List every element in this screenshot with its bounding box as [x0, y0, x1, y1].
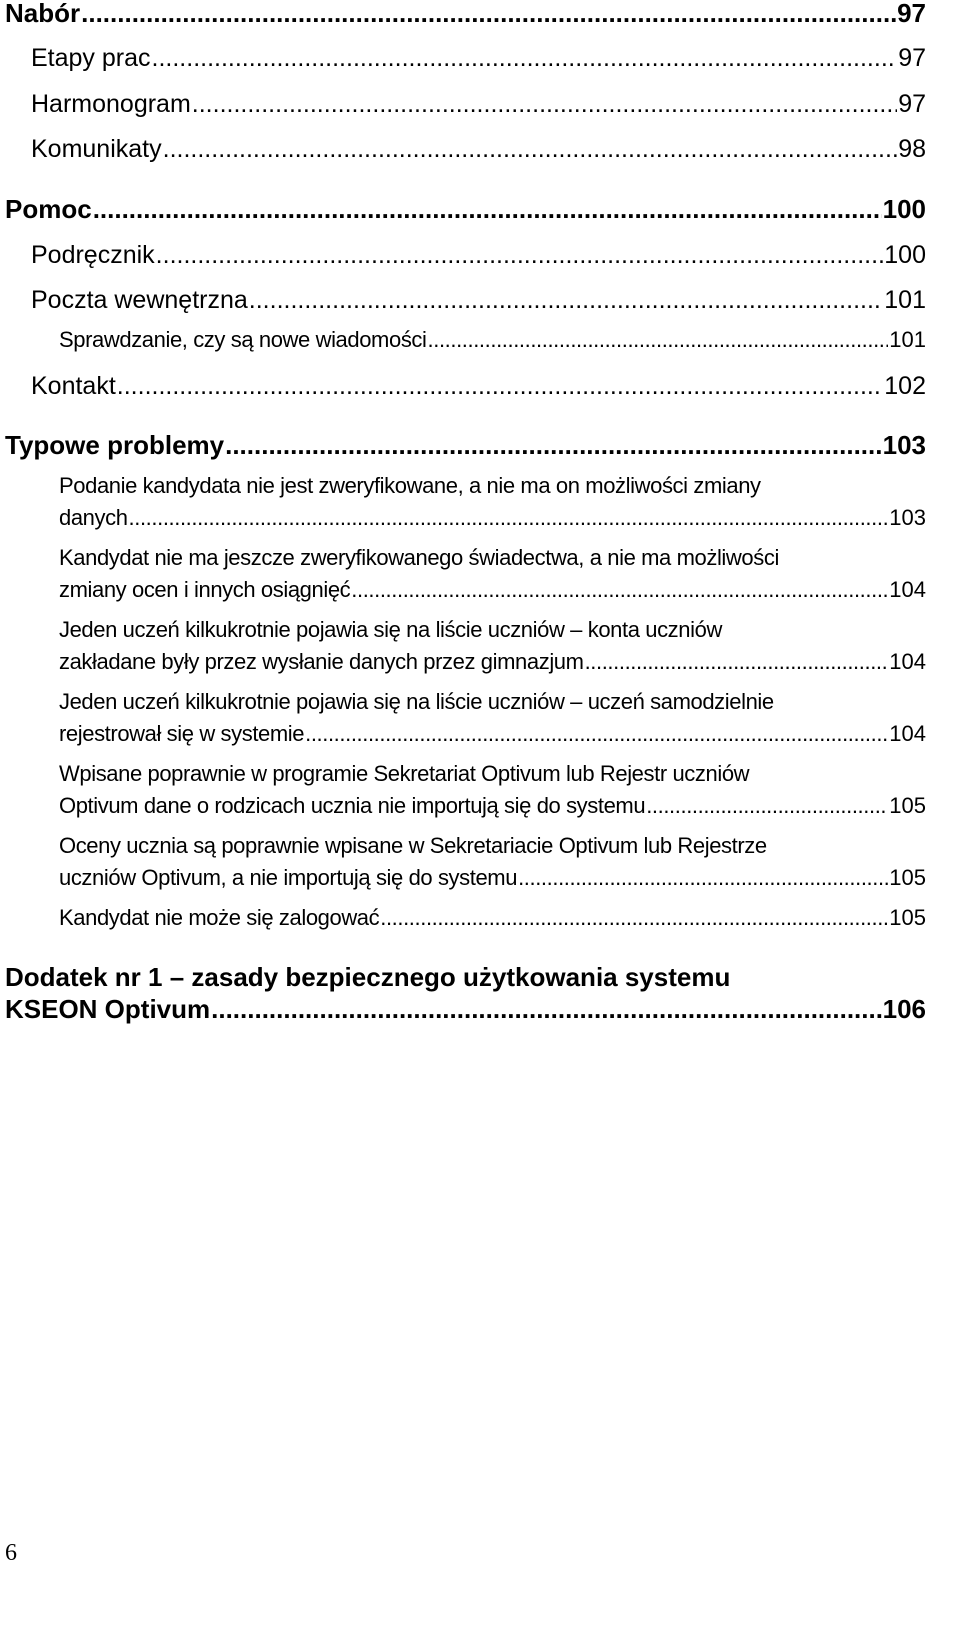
toc-entry-title-line2: Optivum dane o rodzicach ucznia nie importują się do systemu [59, 793, 646, 818]
toc-page-number: 101 [889, 327, 926, 352]
toc-entry-title-line1: Podanie kandydata nie jest zweryfikowane, a nie ma on możliwości zmiany [59, 473, 761, 498]
toc-entry-podanie-niezweryfikowane[interactable] [59, 470, 926, 534]
toc-page-number: 104 [889, 721, 926, 746]
toc-entry-nowe-wiadomosci[interactable] [59, 324, 926, 356]
toc-entry-title: Etapy prac [31, 44, 151, 72]
toc-page-number: 104 [889, 649, 926, 674]
toc-entry-dane-rodzicow[interactable] [59, 758, 926, 822]
toc-page-number: 102 [884, 372, 926, 400]
toc-page-number: 103 [889, 505, 926, 530]
toc-page-number: 105 [889, 865, 926, 890]
dot-leader [351, 574, 888, 606]
toc-entry-title: Harmonogram [31, 90, 191, 118]
dot-leader [518, 862, 888, 894]
dot-leader [646, 790, 888, 822]
toc-entry-title: Sprawdzanie, czy są nowe wiadomości [59, 327, 427, 352]
dot-leader [163, 133, 898, 165]
dot-leader [192, 88, 897, 120]
dot-leader [81, 0, 896, 29]
dot-leader [225, 429, 882, 461]
toc-entry-title: Typowe problemy [5, 430, 225, 460]
toc-page-number: 103 [882, 430, 926, 460]
dot-leader [249, 284, 884, 316]
toc-entry-logowanie[interactable] [59, 902, 926, 934]
dot-leader [585, 646, 889, 678]
dot-leader [117, 370, 884, 402]
toc-entry-uczen-wielokrotnie-samodzielnie[interactable] [59, 686, 926, 750]
toc-entry-title-line1: Jeden uczeń kilkukrotnie pojawia się na liście uczniów – uczeń samodzielnie [59, 689, 774, 714]
toc-page-number: 100 [884, 241, 926, 269]
toc-page-number: 97 [898, 90, 926, 118]
dot-leader [93, 193, 882, 225]
toc-entry-poczta-wewnetrzna[interactable] [31, 284, 926, 316]
toc-entry-title-line2: uczniów Optivum, a nie importują się do systemu [59, 865, 518, 890]
toc-page-number: 97 [897, 0, 926, 28]
toc-page-number: 97 [898, 44, 926, 72]
toc-entry-title-line2: rejestrował się w systemie [59, 721, 305, 746]
toc-page-number: 104 [889, 577, 926, 602]
toc-page-number: 106 [882, 994, 926, 1024]
dot-leader [129, 502, 889, 534]
toc-entry-title: Podręcznik [31, 241, 155, 269]
dot-leader [428, 324, 889, 356]
toc-entry-podrecznik[interactable] [31, 239, 926, 271]
toc-entry-title: Kontakt [31, 372, 116, 400]
toc-entry-title-line1: Dodatek nr 1 – zasady bezpiecznego użytkowania systemu [5, 962, 731, 992]
toc-page-number: 105 [889, 793, 926, 818]
toc-entry-dodatek-1[interactable] [5, 961, 926, 1025]
toc-page-number: 101 [884, 286, 926, 314]
toc-page-number: 100 [882, 194, 926, 224]
toc-entry-title: Poczta wewnętrzna [31, 286, 248, 314]
toc-entry-title: Kandydat nie może się zalogować [59, 905, 380, 930]
toc-entry-nabor[interactable] [5, 0, 926, 29]
toc-entry-title: Komunikaty [31, 135, 162, 163]
dot-leader [152, 42, 898, 74]
toc-entry-kontakt[interactable] [31, 370, 926, 402]
page-number: 6 [5, 1540, 17, 1566]
toc-entry-swiadectwo-niezweryfikowane[interactable] [59, 542, 926, 606]
toc-entry-title-line1: Wpisane poprawnie w programie Sekretariat Optivum lub Rejestr uczniów [59, 761, 750, 786]
toc-entry-oceny-ucznia[interactable] [59, 830, 926, 894]
toc-entry-title-line2: zmiany ocen i innych osiągnięć [59, 577, 351, 602]
toc-entry-typowe-problemy[interactable] [5, 429, 926, 461]
dot-leader [156, 239, 884, 271]
toc-page-number: 105 [889, 905, 926, 930]
dot-leader [380, 902, 888, 934]
toc-entry-pomoc[interactable] [5, 193, 926, 225]
toc-entry-uczen-wielokrotnie-gimnazjum[interactable] [59, 614, 926, 678]
toc-entry-title: Pomoc [5, 194, 92, 224]
toc-entry-title-line1: Kandydat nie ma jeszcze zweryfikowanego świadectwa, a nie ma możliwości [59, 545, 779, 570]
toc-entry-title-line2: KSEON Optivum [5, 994, 211, 1024]
toc-entry-title-line2: danych [59, 505, 128, 530]
dot-leader [211, 993, 881, 1025]
toc-entry-title: Nabór [5, 0, 81, 28]
toc-entry-title-line2: zakładane były przez wysłanie danych przez gimnazjum [59, 649, 584, 674]
toc-entry-title-line1: Oceny ucznia są poprawnie wpisane w Sekretariacie Optivum lub Rejestrze [59, 833, 767, 858]
toc-page-number: 98 [898, 135, 926, 163]
toc-entry-komunikaty[interactable] [31, 133, 926, 165]
toc-entry-title-line1: Jeden uczeń kilkukrotnie pojawia się na liście uczniów – konta uczniów [59, 617, 722, 642]
toc-entry-etapy-prac[interactable] [31, 42, 926, 74]
dot-leader [305, 718, 888, 750]
toc-entry-harmonogram[interactable] [31, 88, 926, 120]
